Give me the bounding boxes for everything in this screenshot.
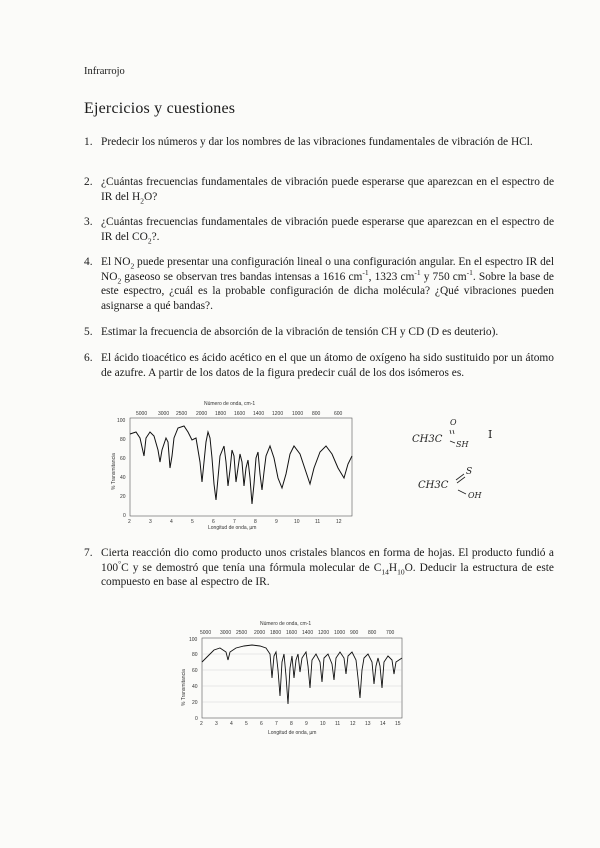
svg-text:1200: 1200 xyxy=(318,630,330,636)
svg-text:40: 40 xyxy=(192,684,198,690)
svg-text:9: 9 xyxy=(305,721,308,727)
plot-frame xyxy=(202,638,402,718)
y-axis-label: % Transmitancia xyxy=(181,669,187,706)
svg-text:900: 900 xyxy=(350,630,359,636)
x-ticks xyxy=(200,721,401,727)
x-axis-label: Longitud de onda, µm xyxy=(208,525,257,531)
svg-text:60: 60 xyxy=(120,456,126,462)
svg-text:2: 2 xyxy=(200,721,203,727)
svg-text:2500: 2500 xyxy=(236,630,248,636)
exercise-text: ¿Cuántas frecuencias fundamentales de vibración puede esperarse que aparezcan en el espectro de IR del $CO_2$?. xyxy=(101,216,554,245)
page-header: Infrarrojo xyxy=(84,66,125,77)
svg-text:1000: 1000 xyxy=(334,630,346,636)
svg-text:9: 9 xyxy=(275,519,278,525)
spectrum-trace xyxy=(202,645,402,704)
plot-frame xyxy=(130,418,352,516)
exercise-text: El $NO_2$ puede presentar una configuración lineal o una configuración angular. En el espectro IR del $NO_2$ gaseoso se observan tres bandas intensas a 1616 $cm^{-1}$, 1323 $cm^{-1}$ y 750 $cm^{-1}$. Sobre la base de este espectro, ¿cuál es la probable configuración de dicha molécula? ¿Qué vibraciones pueden asignarse a qué bandas?. xyxy=(101,256,554,312)
svg-text:20: 20 xyxy=(120,494,126,500)
svg-text:5: 5 xyxy=(191,519,194,525)
svg-text:0: 0 xyxy=(123,513,126,519)
svg-text:7: 7 xyxy=(275,721,278,727)
section-title: Ejercicios y cuestiones xyxy=(84,100,236,117)
y-axis-label: % Transmitancia xyxy=(111,453,117,490)
top-ticks xyxy=(136,411,343,417)
svg-text:40: 40 xyxy=(120,475,126,481)
svg-text:3: 3 xyxy=(215,721,218,727)
exercise-number: 7. xyxy=(84,547,93,559)
svg-text:1400: 1400 xyxy=(253,411,265,417)
svg-text:4: 4 xyxy=(170,519,173,525)
y-ticks xyxy=(189,637,198,722)
isomer-1 xyxy=(412,418,492,449)
svg-text:1800: 1800 xyxy=(270,630,282,636)
exercise-text: ¿Cuántas frecuencias fundamentales de vibración puede esperarse que aparezcan en el espectro de IR del $H_2O$? xyxy=(101,176,554,205)
spectrum-trace xyxy=(130,426,352,504)
svg-text:8: 8 xyxy=(254,519,257,525)
top-axis-label: Número de onda, cm-1 xyxy=(260,621,312,627)
ir-spectrum-1 xyxy=(112,398,362,530)
exercise-text: El ácido tioacético es ácido acético en el que un átomo de oxígeno ha sido sustituido por un átomo de azufre. A partir de los datos de la figura predecir cuál de los dos isómeros es. xyxy=(101,352,554,379)
svg-text:100: 100 xyxy=(189,637,198,643)
y-ticks xyxy=(117,418,126,519)
svg-text:15: 15 xyxy=(395,721,401,727)
exercise-text: Estimar la frecuencia de absorción de la vibración de tensión CH y CD (D es deuterio). xyxy=(101,326,499,338)
svg-text:12: 12 xyxy=(336,519,342,525)
svg-text:100: 100 xyxy=(117,418,126,424)
svg-text:1800: 1800 xyxy=(215,411,227,417)
exercise-number: 3. xyxy=(84,216,93,228)
isomer-1-methyl: CH3C xyxy=(412,434,443,445)
svg-text:80: 80 xyxy=(192,652,198,658)
svg-text:800: 800 xyxy=(368,630,377,636)
svg-text:1200: 1200 xyxy=(272,411,284,417)
svg-text:3: 3 xyxy=(149,519,152,525)
exercise-number: 1. xyxy=(84,136,93,148)
svg-text:80: 80 xyxy=(120,437,126,443)
svg-text:5000: 5000 xyxy=(136,411,148,417)
isomer-1-oxygen: O xyxy=(450,418,457,427)
exercise-4 xyxy=(84,255,554,313)
svg-text:6: 6 xyxy=(260,721,263,727)
ir-spectrum-2 xyxy=(180,618,410,740)
svg-text:20: 20 xyxy=(192,700,198,706)
svg-text:8: 8 xyxy=(290,721,293,727)
svg-text:10: 10 xyxy=(320,721,326,727)
exercise-6 xyxy=(84,351,554,380)
double-bond xyxy=(453,430,454,434)
svg-text:10: 10 xyxy=(294,519,300,525)
isomer-2 xyxy=(418,467,483,500)
svg-text:6: 6 xyxy=(212,519,215,525)
exercise-3 xyxy=(84,215,554,244)
svg-text:3000: 3000 xyxy=(158,411,170,417)
svg-text:2500: 2500 xyxy=(176,411,188,417)
exercise-7 xyxy=(84,546,554,590)
exercise-text: Cierta reacción dio como producto unos cristales blancos en forma de hojas. El producto fundió a 100°C y se demostró que tenía una fórmula molecular de $C_{14}H_{10}O$. Deducir la estructura de este compuesto en base al espectro de IR. xyxy=(101,547,554,589)
svg-text:11: 11 xyxy=(335,721,341,727)
top-axis-label: Número de onda, cm-1 xyxy=(204,401,256,407)
exercise-number: 5. xyxy=(84,326,93,338)
top-ticks xyxy=(200,630,395,636)
svg-text:13: 13 xyxy=(365,721,371,727)
exercise-2 xyxy=(84,175,554,204)
svg-text:4: 4 xyxy=(230,721,233,727)
isomer-1-thiol: SH xyxy=(456,440,469,449)
isomer-1-numeral: I xyxy=(488,428,493,441)
exercise-1 xyxy=(84,135,554,150)
single-bond xyxy=(458,490,466,494)
exercise-number: 4. xyxy=(84,256,93,268)
svg-text:2000: 2000 xyxy=(254,630,266,636)
svg-text:11: 11 xyxy=(315,519,321,525)
svg-text:600: 600 xyxy=(334,411,343,417)
isomer-structures xyxy=(410,408,520,508)
svg-text:7: 7 xyxy=(233,519,236,525)
exercise-text: Predecir los números y dar los nombres de las vibraciones fundamentales de vibración de HCl. xyxy=(101,136,533,148)
svg-text:1000: 1000 xyxy=(292,411,304,417)
svg-text:1400: 1400 xyxy=(302,630,314,636)
svg-text:2000: 2000 xyxy=(196,411,208,417)
svg-text:60: 60 xyxy=(192,668,198,674)
svg-text:2: 2 xyxy=(128,519,131,525)
exercise-5 xyxy=(84,325,554,340)
svg-text:5000: 5000 xyxy=(200,630,212,636)
isomer-2-hydroxyl: OH xyxy=(468,491,482,500)
svg-text:0: 0 xyxy=(195,716,198,722)
svg-text:700: 700 xyxy=(386,630,395,636)
svg-text:800: 800 xyxy=(312,411,321,417)
svg-text:1600: 1600 xyxy=(234,411,246,417)
exercise-number: 6. xyxy=(84,352,93,364)
isomer-2-sulfur: S xyxy=(466,467,473,477)
x-axis-label: Longitud de onda, µm xyxy=(268,730,317,736)
svg-text:3000: 3000 xyxy=(220,630,232,636)
svg-text:5: 5 xyxy=(245,721,248,727)
double-bond xyxy=(450,430,451,434)
svg-text:14: 14 xyxy=(380,721,386,727)
isomer-2-methyl: CH3C xyxy=(418,480,449,491)
svg-text:12: 12 xyxy=(350,721,356,727)
exercise-number: 2. xyxy=(84,176,93,188)
svg-text:1600: 1600 xyxy=(286,630,298,636)
single-bond xyxy=(450,441,455,443)
